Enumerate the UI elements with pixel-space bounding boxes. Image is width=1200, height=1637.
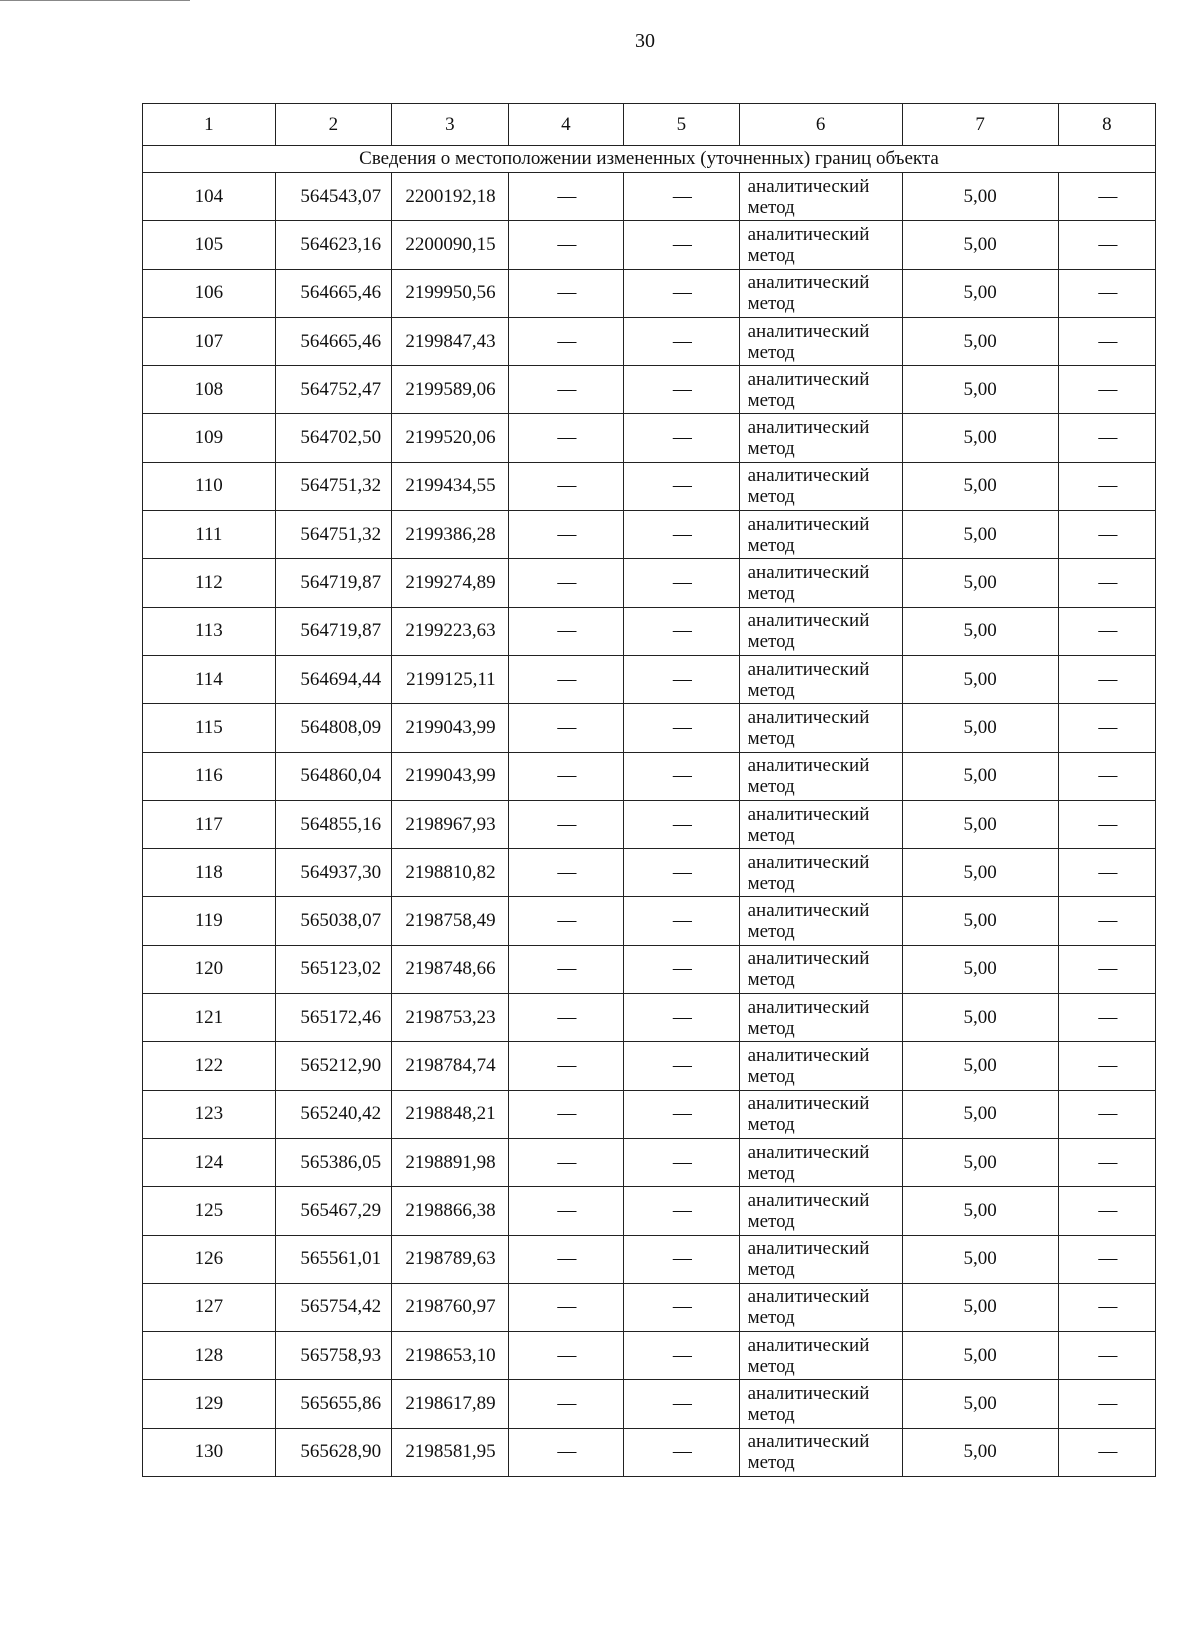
point-number-cell: 107 xyxy=(143,317,276,365)
x-coordinate-cell: 565758,93 xyxy=(275,1332,391,1380)
column-header: 3 xyxy=(392,104,508,146)
page-number: 30 xyxy=(635,30,655,52)
y-coordinate-cell: 2199274,89 xyxy=(392,559,508,607)
y-coordinate-cell: 2198758,49 xyxy=(392,897,508,945)
table-row xyxy=(143,559,1156,607)
point-number-cell: 110 xyxy=(143,462,276,510)
column-5-cell: — xyxy=(624,1380,739,1428)
y-coordinate-cell: 2198891,98 xyxy=(392,1138,508,1186)
x-coordinate-cell: 565212,90 xyxy=(275,1042,391,1090)
table-row xyxy=(143,945,1156,993)
column-8-cell: — xyxy=(1058,1187,1155,1235)
x-coordinate-cell: 564860,04 xyxy=(275,752,391,800)
column-8-cell: — xyxy=(1058,269,1155,317)
x-coordinate-cell: 565172,46 xyxy=(275,994,391,1042)
column-8-cell: — xyxy=(1058,1138,1155,1186)
column-5-cell: — xyxy=(624,1235,739,1283)
column-5-cell: — xyxy=(624,366,739,414)
x-coordinate-cell: 564702,50 xyxy=(275,414,391,462)
column-header: 6 xyxy=(739,104,902,146)
table-row xyxy=(143,1042,1156,1090)
column-8-cell: — xyxy=(1058,607,1155,655)
column-8-cell: — xyxy=(1058,945,1155,993)
column-header-row xyxy=(143,104,1156,146)
point-number-cell: 109 xyxy=(143,414,276,462)
table-row xyxy=(143,897,1156,945)
column-4-cell: — xyxy=(508,511,623,559)
method-cell: аналитический метод xyxy=(739,1332,902,1380)
x-coordinate-cell: 565754,42 xyxy=(275,1283,391,1331)
column-5-cell: — xyxy=(624,269,739,317)
table-row xyxy=(143,462,1156,510)
accuracy-cell: 5,00 xyxy=(902,1428,1058,1476)
column-8-cell: — xyxy=(1058,173,1155,221)
column-4-cell: — xyxy=(508,1090,623,1138)
y-coordinate-cell: 2198617,89 xyxy=(392,1380,508,1428)
column-8-cell: — xyxy=(1058,559,1155,607)
accuracy-cell: 5,00 xyxy=(902,655,1058,703)
y-coordinate-cell: 2199386,28 xyxy=(392,511,508,559)
method-cell: аналитический метод xyxy=(739,1187,902,1235)
accuracy-cell: 5,00 xyxy=(902,704,1058,752)
column-5-cell: — xyxy=(624,800,739,848)
table-row xyxy=(143,752,1156,800)
method-cell: аналитический метод xyxy=(739,317,902,365)
column-8-cell: — xyxy=(1058,1283,1155,1331)
accuracy-cell: 5,00 xyxy=(902,607,1058,655)
column-5-cell: — xyxy=(624,994,739,1042)
column-4-cell: — xyxy=(508,1042,623,1090)
column-8-cell: — xyxy=(1058,1042,1155,1090)
y-coordinate-cell: 2198753,23 xyxy=(392,994,508,1042)
x-coordinate-cell: 565467,29 xyxy=(275,1187,391,1235)
method-cell: аналитический метод xyxy=(739,607,902,655)
accuracy-cell: 5,00 xyxy=(902,221,1058,269)
column-4-cell: — xyxy=(508,945,623,993)
point-number-cell: 105 xyxy=(143,221,276,269)
column-4-cell: — xyxy=(508,462,623,510)
column-5-cell: — xyxy=(624,1090,739,1138)
y-coordinate-cell: 2199847,43 xyxy=(392,317,508,365)
accuracy-cell: 5,00 xyxy=(902,849,1058,897)
column-4-cell: — xyxy=(508,559,623,607)
x-coordinate-cell: 564543,07 xyxy=(275,173,391,221)
column-5-cell: — xyxy=(624,704,739,752)
column-8-cell: — xyxy=(1058,366,1155,414)
accuracy-cell: 5,00 xyxy=(902,1380,1058,1428)
column-5-cell: — xyxy=(624,607,739,655)
method-cell: аналитический метод xyxy=(739,1235,902,1283)
point-number-cell: 122 xyxy=(143,1042,276,1090)
y-coordinate-cell: 2199434,55 xyxy=(392,462,508,510)
column-5-cell: — xyxy=(624,655,739,703)
column-8-cell: — xyxy=(1058,511,1155,559)
column-4-cell: — xyxy=(508,607,623,655)
accuracy-cell: 5,00 xyxy=(902,1042,1058,1090)
table-row xyxy=(143,800,1156,848)
table-row xyxy=(143,173,1156,221)
y-coordinate-cell: 2198810,82 xyxy=(392,849,508,897)
column-4-cell: — xyxy=(508,752,623,800)
accuracy-cell: 5,00 xyxy=(902,1187,1058,1235)
column-4-cell: — xyxy=(508,655,623,703)
x-coordinate-cell: 565561,01 xyxy=(275,1235,391,1283)
table-row xyxy=(143,1138,1156,1186)
x-coordinate-cell: 564665,46 xyxy=(275,317,391,365)
point-number-cell: 106 xyxy=(143,269,276,317)
point-number-cell: 130 xyxy=(143,1428,276,1476)
column-8-cell: — xyxy=(1058,317,1155,365)
column-4-cell: — xyxy=(508,173,623,221)
method-cell: аналитический метод xyxy=(739,1283,902,1331)
column-8-cell: — xyxy=(1058,221,1155,269)
table-row xyxy=(143,655,1156,703)
accuracy-cell: 5,00 xyxy=(902,1090,1058,1138)
accuracy-cell: 5,00 xyxy=(902,1332,1058,1380)
table-row xyxy=(143,1380,1156,1428)
accuracy-cell: 5,00 xyxy=(902,511,1058,559)
top-rule xyxy=(0,0,190,1)
column-5-cell: — xyxy=(624,752,739,800)
column-4-cell: — xyxy=(508,994,623,1042)
method-cell: аналитический метод xyxy=(739,1380,902,1428)
table-row xyxy=(143,366,1156,414)
method-cell: аналитический метод xyxy=(739,800,902,848)
x-coordinate-cell: 564937,30 xyxy=(275,849,391,897)
column-5-cell: — xyxy=(624,1042,739,1090)
column-header: 1 xyxy=(143,104,276,146)
table-row xyxy=(143,994,1156,1042)
accuracy-cell: 5,00 xyxy=(902,317,1058,365)
method-cell: аналитический метод xyxy=(739,269,902,317)
column-header: 2 xyxy=(275,104,391,146)
column-4-cell: — xyxy=(508,221,623,269)
accuracy-cell: 5,00 xyxy=(902,897,1058,945)
accuracy-cell: 5,00 xyxy=(902,462,1058,510)
column-8-cell: — xyxy=(1058,655,1155,703)
column-4-cell: — xyxy=(508,1283,623,1331)
table-row xyxy=(143,414,1156,462)
accuracy-cell: 5,00 xyxy=(902,994,1058,1042)
method-cell: аналитический метод xyxy=(739,752,902,800)
method-cell: аналитический метод xyxy=(739,849,902,897)
method-cell: аналитический метод xyxy=(739,221,902,269)
x-coordinate-cell: 564719,87 xyxy=(275,559,391,607)
column-header: 7 xyxy=(902,104,1058,146)
point-number-cell: 114 xyxy=(143,655,276,703)
method-cell: аналитический метод xyxy=(739,173,902,221)
point-number-cell: 108 xyxy=(143,366,276,414)
column-8-cell: — xyxy=(1058,1428,1155,1476)
column-4-cell: — xyxy=(508,849,623,897)
method-cell: аналитический метод xyxy=(739,1428,902,1476)
accuracy-cell: 5,00 xyxy=(902,1138,1058,1186)
column-5-cell: — xyxy=(624,1187,739,1235)
column-8-cell: — xyxy=(1058,994,1155,1042)
point-number-cell: 112 xyxy=(143,559,276,607)
method-cell: аналитический метод xyxy=(739,994,902,1042)
column-5-cell: — xyxy=(624,221,739,269)
x-coordinate-cell: 564808,09 xyxy=(275,704,391,752)
column-5-cell: — xyxy=(624,462,739,510)
column-4-cell: — xyxy=(508,1235,623,1283)
column-4-cell: — xyxy=(508,1187,623,1235)
point-number-cell: 115 xyxy=(143,704,276,752)
method-cell: аналитический метод xyxy=(739,655,902,703)
table-row xyxy=(143,317,1156,365)
table-row xyxy=(143,269,1156,317)
column-4-cell: — xyxy=(508,897,623,945)
column-5-cell: — xyxy=(624,173,739,221)
column-8-cell: — xyxy=(1058,462,1155,510)
x-coordinate-cell: 564751,32 xyxy=(275,511,391,559)
point-number-cell: 124 xyxy=(143,1138,276,1186)
method-cell: аналитический метод xyxy=(739,1138,902,1186)
column-4-cell: — xyxy=(508,414,623,462)
column-4-cell: — xyxy=(508,269,623,317)
point-number-cell: 129 xyxy=(143,1380,276,1428)
column-4-cell: — xyxy=(508,1428,623,1476)
column-5-cell: — xyxy=(624,1138,739,1186)
column-5-cell: — xyxy=(624,945,739,993)
column-4-cell: — xyxy=(508,317,623,365)
method-cell: аналитический метод xyxy=(739,945,902,993)
column-5-cell: — xyxy=(624,559,739,607)
table-row xyxy=(143,849,1156,897)
table-row xyxy=(143,1090,1156,1138)
column-4-cell: — xyxy=(508,1380,623,1428)
point-number-cell: 119 xyxy=(143,897,276,945)
accuracy-cell: 5,00 xyxy=(902,1283,1058,1331)
column-8-cell: — xyxy=(1058,1235,1155,1283)
column-8-cell: — xyxy=(1058,752,1155,800)
y-coordinate-cell: 2199223,63 xyxy=(392,607,508,655)
y-coordinate-cell: 2199043,99 xyxy=(392,704,508,752)
y-coordinate-cell: 2198748,66 xyxy=(392,945,508,993)
y-coordinate-cell: 2198866,38 xyxy=(392,1187,508,1235)
method-cell: аналитический метод xyxy=(739,704,902,752)
column-5-cell: — xyxy=(624,511,739,559)
point-number-cell: 120 xyxy=(143,945,276,993)
accuracy-cell: 5,00 xyxy=(902,945,1058,993)
method-cell: аналитический метод xyxy=(739,1042,902,1090)
column-5-cell: — xyxy=(624,897,739,945)
y-coordinate-cell: 2198581,95 xyxy=(392,1428,508,1476)
x-coordinate-cell: 565240,42 xyxy=(275,1090,391,1138)
table-row xyxy=(143,1332,1156,1380)
column-8-cell: — xyxy=(1058,414,1155,462)
column-header: 4 xyxy=(508,104,623,146)
y-coordinate-cell: 2200192,18 xyxy=(392,173,508,221)
method-cell: аналитический метод xyxy=(739,1090,902,1138)
column-4-cell: — xyxy=(508,800,623,848)
column-4-cell: — xyxy=(508,704,623,752)
x-coordinate-cell: 564751,32 xyxy=(275,462,391,510)
column-5-cell: — xyxy=(624,317,739,365)
section-title-row xyxy=(143,146,1156,173)
x-coordinate-cell: 565628,90 xyxy=(275,1428,391,1476)
accuracy-cell: 5,00 xyxy=(902,366,1058,414)
accuracy-cell: 5,00 xyxy=(902,414,1058,462)
column-5-cell: — xyxy=(624,414,739,462)
point-number-cell: 111 xyxy=(143,511,276,559)
point-number-cell: 121 xyxy=(143,994,276,1042)
y-coordinate-cell: 2199125,11 xyxy=(392,655,508,703)
method-cell: аналитический метод xyxy=(739,366,902,414)
accuracy-cell: 5,00 xyxy=(902,173,1058,221)
table-row xyxy=(143,1283,1156,1331)
column-4-cell: — xyxy=(508,1332,623,1380)
accuracy-cell: 5,00 xyxy=(902,752,1058,800)
y-coordinate-cell: 2198967,93 xyxy=(392,800,508,848)
x-coordinate-cell: 564752,47 xyxy=(275,366,391,414)
x-coordinate-cell: 564623,16 xyxy=(275,221,391,269)
column-4-cell: — xyxy=(508,366,623,414)
method-cell: аналитический метод xyxy=(739,511,902,559)
y-coordinate-cell: 2198789,63 xyxy=(392,1235,508,1283)
point-number-cell: 104 xyxy=(143,173,276,221)
x-coordinate-cell: 565655,86 xyxy=(275,1380,391,1428)
column-header: 8 xyxy=(1058,104,1155,146)
y-coordinate-cell: 2199950,56 xyxy=(392,269,508,317)
method-cell: аналитический метод xyxy=(739,414,902,462)
y-coordinate-cell: 2198760,97 xyxy=(392,1283,508,1331)
column-5-cell: — xyxy=(624,1428,739,1476)
accuracy-cell: 5,00 xyxy=(902,800,1058,848)
column-5-cell: — xyxy=(624,1283,739,1331)
table-row xyxy=(143,221,1156,269)
table-row xyxy=(143,607,1156,655)
point-number-cell: 117 xyxy=(143,800,276,848)
method-cell: аналитический метод xyxy=(739,462,902,510)
y-coordinate-cell: 2198653,10 xyxy=(392,1332,508,1380)
point-number-cell: 126 xyxy=(143,1235,276,1283)
table-row xyxy=(143,1235,1156,1283)
column-8-cell: — xyxy=(1058,800,1155,848)
y-coordinate-cell: 2198784,74 xyxy=(392,1042,508,1090)
table-row xyxy=(143,511,1156,559)
column-8-cell: — xyxy=(1058,849,1155,897)
point-number-cell: 116 xyxy=(143,752,276,800)
column-5-cell: — xyxy=(624,1332,739,1380)
accuracy-cell: 5,00 xyxy=(902,269,1058,317)
x-coordinate-cell: 564719,87 xyxy=(275,607,391,655)
point-number-cell: 125 xyxy=(143,1187,276,1235)
y-coordinate-cell: 2199520,06 xyxy=(392,414,508,462)
point-number-cell: 127 xyxy=(143,1283,276,1331)
x-coordinate-cell: 564694,44 xyxy=(275,655,391,703)
accuracy-cell: 5,00 xyxy=(902,1235,1058,1283)
x-coordinate-cell: 564855,16 xyxy=(275,800,391,848)
column-8-cell: — xyxy=(1058,1090,1155,1138)
method-cell: аналитический метод xyxy=(739,897,902,945)
point-number-cell: 113 xyxy=(143,607,276,655)
coordinates-table xyxy=(142,103,1156,1477)
x-coordinate-cell: 565123,02 xyxy=(275,945,391,993)
x-coordinate-cell: 565386,05 xyxy=(275,1138,391,1186)
y-coordinate-cell: 2199043,99 xyxy=(392,752,508,800)
section-title: Сведения о местоположении измененных (уточненных) границ объекта xyxy=(143,146,1156,173)
x-coordinate-cell: 565038,07 xyxy=(275,897,391,945)
table-row xyxy=(143,704,1156,752)
accuracy-cell: 5,00 xyxy=(902,559,1058,607)
x-coordinate-cell: 564665,46 xyxy=(275,269,391,317)
column-8-cell: — xyxy=(1058,1380,1155,1428)
column-4-cell: — xyxy=(508,1138,623,1186)
y-coordinate-cell: 2198848,21 xyxy=(392,1090,508,1138)
point-number-cell: 128 xyxy=(143,1332,276,1380)
point-number-cell: 118 xyxy=(143,849,276,897)
column-8-cell: — xyxy=(1058,1332,1155,1380)
y-coordinate-cell: 2200090,15 xyxy=(392,221,508,269)
method-cell: аналитический метод xyxy=(739,559,902,607)
table-row xyxy=(143,1428,1156,1476)
column-8-cell: — xyxy=(1058,704,1155,752)
y-coordinate-cell: 2199589,06 xyxy=(392,366,508,414)
column-5-cell: — xyxy=(624,849,739,897)
column-header: 5 xyxy=(624,104,739,146)
table-row xyxy=(143,1187,1156,1235)
column-8-cell: — xyxy=(1058,897,1155,945)
point-number-cell: 123 xyxy=(143,1090,276,1138)
